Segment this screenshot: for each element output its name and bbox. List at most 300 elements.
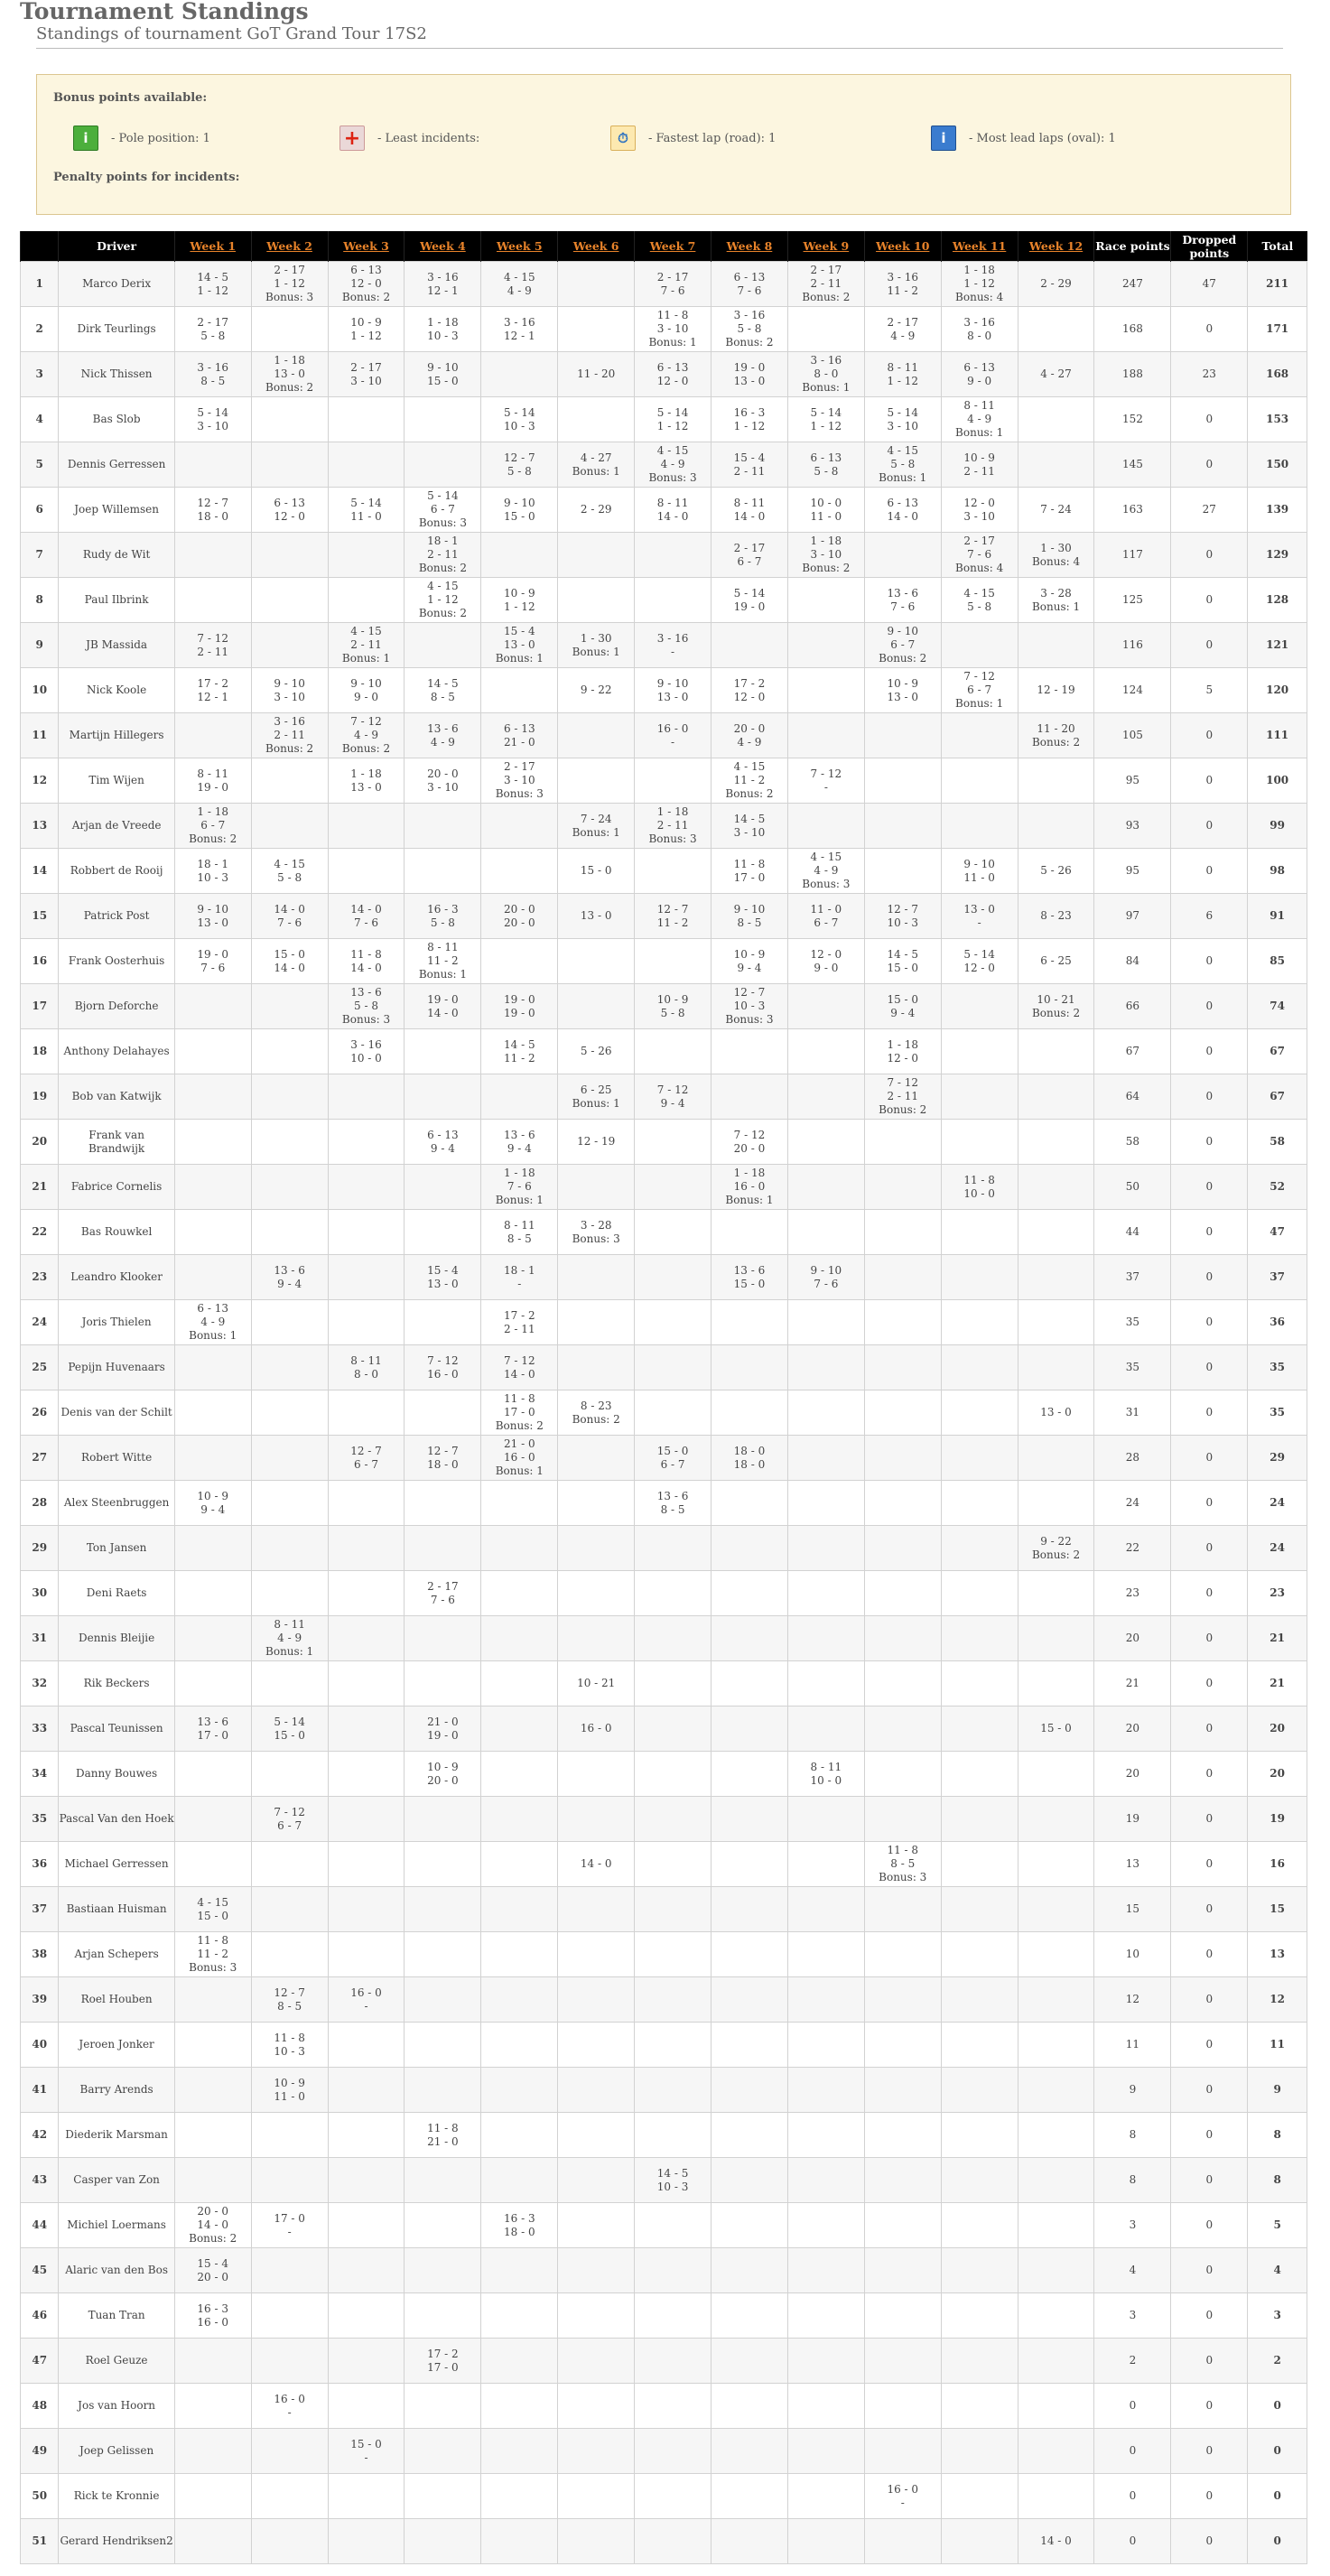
week-9-cell <box>787 2519 864 2564</box>
total-cell: 2 <box>1248 2339 1307 2384</box>
race-points-cell: 95 <box>1094 758 1171 804</box>
week-7-cell <box>635 1526 712 1571</box>
week-11-cell <box>941 2384 1018 2429</box>
dropped-points-cell: 0 <box>1171 1797 1248 1842</box>
race-result-text: 13 - 0 <box>350 780 382 794</box>
race-result-text: 8 - 5 <box>737 916 762 929</box>
week-3-cell <box>328 1797 405 1842</box>
week-1-cell <box>174 1120 251 1165</box>
bonus-points-text: Bonus: 2 <box>879 652 927 665</box>
race-result-text: 4 - 15 <box>733 760 766 773</box>
week-9-cell <box>787 307 864 352</box>
table-row <box>21 1932 1307 1977</box>
race-result-text: 2 - 17 <box>887 315 919 329</box>
race-result-text: 5 - 8 <box>967 600 992 613</box>
race-result-text: 17 - 2 <box>733 676 766 690</box>
week-7-cell <box>635 307 712 352</box>
week-5-cell <box>481 578 558 623</box>
race-result-text: 3 - 16 <box>810 354 842 367</box>
race-result-text: 2 - 17 <box>350 360 382 374</box>
race-result-text: 8 - 11 <box>887 360 919 374</box>
race-result-text: 5 - 8 <box>354 1000 378 1012</box>
dropped-points-cell: 0 <box>1171 2203 1248 2248</box>
position-cell: 23 <box>21 1255 59 1300</box>
race-result-text: 10 - 3 <box>887 916 919 929</box>
bonus-label-pole: - Pole position: 1 <box>111 131 210 145</box>
week-12-cell <box>1018 442 1094 488</box>
dropped-points-cell: 0 <box>1171 1300 1248 1345</box>
race-result-text: 16 - 0 <box>274 2392 305 2405</box>
race-result-text: 12 - 19 <box>577 1135 616 1148</box>
race-result-text: 5 - 26 <box>580 1045 612 1057</box>
race-result-text: 12 - 1 <box>427 284 459 297</box>
week-2-cell <box>251 1345 328 1390</box>
week-5-cell <box>481 1255 558 1300</box>
table-row <box>21 1571 1307 1616</box>
week-4-cell <box>405 1887 481 1932</box>
week-2-cell <box>251 533 328 578</box>
race-result-text: 10 - 0 <box>810 1773 842 1787</box>
standings-body <box>21 262 1307 2564</box>
race-result-text: 4 - 9 <box>967 413 992 425</box>
race-result-text: 21 - 0 <box>427 2134 459 2148</box>
week-9-cell <box>787 984 864 1029</box>
week-2-cell <box>251 488 328 533</box>
driver-cell: Dirk Teurlings <box>59 307 174 352</box>
total-cell: 12 <box>1248 1977 1307 2023</box>
dropped-points-cell: 0 <box>1171 2293 1248 2339</box>
week-9-cell <box>787 2248 864 2293</box>
week-12-cell <box>1018 1797 1094 1842</box>
week-9-cell <box>787 623 864 668</box>
race-result-text: 21 - 0 <box>503 735 535 749</box>
header-position <box>21 231 59 262</box>
week-7-cell <box>635 2519 712 2564</box>
week-5-cell <box>481 262 558 307</box>
race-result-text: 3 - 16 <box>197 360 229 374</box>
week-5-cell <box>481 939 558 984</box>
week-1-cell <box>174 2339 251 2384</box>
week-6-cell <box>558 1390 635 1436</box>
week-3-cell <box>328 442 405 488</box>
race-result-text: 7 - 12 <box>503 1353 535 1367</box>
week-8-cell <box>712 2023 788 2068</box>
week-1-cell <box>174 2113 251 2158</box>
week-6-cell <box>558 623 635 668</box>
week-3-cell <box>328 1526 405 1571</box>
position-cell: 46 <box>21 2293 59 2339</box>
week-7-cell <box>635 2339 712 2384</box>
dropped-points-cell: 0 <box>1171 939 1248 984</box>
position-cell: 30 <box>21 1571 59 1616</box>
dropped-points-cell: 0 <box>1171 984 1248 1029</box>
week-3-cell <box>328 1616 405 1661</box>
week-9-cell <box>787 2113 864 2158</box>
race-result-text: 13 - 0 <box>197 916 229 929</box>
week-9-cell <box>787 1436 864 1481</box>
week-2-cell <box>251 2248 328 2293</box>
driver-cell: Robbert de Rooij <box>59 849 174 894</box>
week-1-cell <box>174 1074 251 1120</box>
week-8-cell <box>712 1526 788 1571</box>
race-result-text: 1 - 12 <box>503 600 535 613</box>
race-result-text: 20 - 0 <box>197 2270 229 2283</box>
race-result-text: 1 - 18 <box>274 354 305 367</box>
bonus-points-text: Bonus: 3 <box>418 516 467 529</box>
position-cell: 8 <box>21 578 59 623</box>
dropped-points-cell: 0 <box>1171 1029 1248 1074</box>
header-week-1[interactable]: Week 1 <box>174 231 251 262</box>
week-12-cell <box>1018 1887 1094 1932</box>
week-5-cell <box>481 1210 558 1255</box>
week-5-cell <box>481 2023 558 2068</box>
race-result-text: 5 - 8 <box>660 1006 685 1019</box>
race-result-text: 1 - 12 <box>197 284 229 297</box>
race-result-text: 14 - 0 <box>350 961 382 974</box>
week-5-cell <box>481 623 558 668</box>
dropped-points-cell: 0 <box>1171 397 1248 442</box>
week-10-cell <box>864 1706 941 1752</box>
table-row <box>21 1481 1307 1526</box>
week-6-cell <box>558 1706 635 1752</box>
race-result-text: 4 - 15 <box>963 586 995 600</box>
dropped-points-cell: 0 <box>1171 758 1248 804</box>
week-6-cell <box>558 1300 635 1345</box>
week-8-cell <box>712 1932 788 1977</box>
race-result-text: 6 - 13 <box>274 496 305 509</box>
week-2-cell <box>251 1390 328 1436</box>
table-row <box>21 2384 1307 2429</box>
driver-cell: Barry Arends <box>59 2068 174 2113</box>
week-1-cell <box>174 578 251 623</box>
total-cell: 19 <box>1248 1797 1307 1842</box>
race-result-text: 1 - 18 <box>350 767 382 780</box>
header-week-9[interactable]: Week 9 <box>787 231 864 262</box>
week-3-cell <box>328 2474 405 2519</box>
week-6-cell <box>558 894 635 939</box>
week-11-cell <box>941 668 1018 713</box>
race-result-text: 14 - 5 <box>656 2166 689 2180</box>
race-points-cell: 37 <box>1094 1255 1171 1300</box>
week-10-cell <box>864 623 941 668</box>
week-9-cell <box>787 1390 864 1436</box>
race-result-text: 15 - 0 <box>656 1444 689 1457</box>
race-result-text: - <box>671 735 675 749</box>
race-result-text: 20 - 0 <box>733 1141 766 1155</box>
week-8-cell <box>712 1345 788 1390</box>
table-row <box>21 262 1307 307</box>
week-12-cell <box>1018 2203 1094 2248</box>
table-row <box>21 713 1307 758</box>
header-week-10[interactable]: Week 10 <box>864 231 941 262</box>
total-cell: 5 <box>1248 2203 1307 2248</box>
race-points-cell: 21 <box>1094 1661 1171 1706</box>
week-4-cell <box>405 1977 481 2023</box>
race-points-cell: 117 <box>1094 533 1171 578</box>
week-6-cell <box>558 1887 635 1932</box>
race-result-text: 5 - 8 <box>737 322 762 335</box>
bonus-points-text: Bonus: 2 <box>341 291 391 303</box>
race-result-text: 3 - 16 <box>733 309 766 321</box>
header-week-2[interactable]: Week 2 <box>251 231 328 262</box>
race-result-text: 4 - 9 <box>277 1632 302 1644</box>
race-result-text: 8 - 11 <box>350 1353 382 1367</box>
header-week-11[interactable]: Week 11 <box>941 231 1018 262</box>
total-cell: 13 <box>1248 1932 1307 1977</box>
race-result-text: 2 - 29 <box>1040 277 1072 290</box>
total-cell: 47 <box>1248 1210 1307 1255</box>
driver-cell: Paul Ilbrink <box>59 578 174 623</box>
week-4-cell <box>405 2068 481 2113</box>
week-11-cell <box>941 442 1018 488</box>
week-12-cell <box>1018 2339 1094 2384</box>
position-cell: 3 <box>21 352 59 397</box>
race-result-text: 7 - 6 <box>660 284 685 297</box>
week-12-cell <box>1018 2068 1094 2113</box>
table-row <box>21 1390 1307 1436</box>
table-row <box>21 578 1307 623</box>
dropped-points-cell: 5 <box>1171 668 1248 713</box>
race-result-text: 20 - 0 <box>427 1773 459 1787</box>
bonus-points-text: Bonus: 2 <box>572 1412 620 1426</box>
race-result-text: 4 - 15 <box>656 444 689 457</box>
race-result-text: 5 - 14 <box>733 586 766 600</box>
week-5-cell <box>481 1165 558 1210</box>
week-11-cell <box>941 1526 1018 1571</box>
week-11-cell <box>941 2519 1018 2564</box>
week-1-cell <box>174 758 251 804</box>
week-2-cell <box>251 397 328 442</box>
race-result-text: 12 - 0 <box>350 277 382 290</box>
race-result-text: 11 - 8 <box>503 1392 535 1405</box>
race-result-text: 10 - 3 <box>656 2180 689 2193</box>
week-2-cell <box>251 849 328 894</box>
week-3-cell <box>328 2429 405 2474</box>
bonus-points-text: Bonus: 1 <box>572 645 620 658</box>
race-result-text: 12 - 0 <box>733 690 766 703</box>
position-cell: 48 <box>21 2384 59 2429</box>
race-result-text: 16 - 3 <box>503 2211 535 2225</box>
week-8-cell <box>712 1255 788 1300</box>
race-result-text: 3 - 10 <box>656 322 689 335</box>
week-6-cell <box>558 1752 635 1797</box>
total-cell: 0 <box>1248 2384 1307 2429</box>
week-2-cell <box>251 1977 328 2023</box>
week-9-cell <box>787 758 864 804</box>
table-row <box>21 2474 1307 2519</box>
driver-cell: Dennis Bleijie <box>59 1616 174 1661</box>
dropped-points-cell: 0 <box>1171 1706 1248 1752</box>
race-result-text: 3 - 10 <box>274 690 305 703</box>
week-9-cell <box>787 2068 864 2113</box>
week-5-cell <box>481 1661 558 1706</box>
header-week-7[interactable]: Week 7 <box>635 231 712 262</box>
week-5-cell <box>481 713 558 758</box>
race-result-text: 8 - 5 <box>430 690 455 703</box>
week-8-cell <box>712 262 788 307</box>
week-12-cell <box>1018 1661 1094 1706</box>
week-2-cell <box>251 758 328 804</box>
week-6-cell <box>558 1120 635 1165</box>
week-6-cell <box>558 1345 635 1390</box>
week-11-cell <box>941 1842 1018 1887</box>
race-result-text: 7 - 6 <box>890 600 916 613</box>
week-7-cell <box>635 2158 712 2203</box>
position-cell: 39 <box>21 1977 59 2023</box>
week-1-cell <box>174 1571 251 1616</box>
bonus-points-text: Bonus: 1 <box>802 381 851 394</box>
total-cell: 120 <box>1248 668 1307 713</box>
table-row <box>21 1526 1307 1571</box>
race-result-text: 1 - 30 <box>580 631 612 645</box>
header-week-4[interactable]: Week 4 <box>405 231 481 262</box>
week-6-cell <box>558 1616 635 1661</box>
week-5-cell <box>481 442 558 488</box>
race-result-text: 13 - 6 <box>427 721 459 735</box>
driver-cell: Rik Beckers <box>59 1661 174 1706</box>
week-6-cell <box>558 488 635 533</box>
total-cell: 67 <box>1248 1029 1307 1074</box>
week-8-cell <box>712 1616 788 1661</box>
week-8-cell <box>712 1390 788 1436</box>
week-10-cell <box>864 1165 941 1210</box>
bonus-points-text: Bonus: 3 <box>725 1013 774 1026</box>
week-3-cell <box>328 1390 405 1436</box>
week-6-cell <box>558 849 635 894</box>
week-5-cell <box>481 1887 558 1932</box>
header-week-5[interactable]: Week 5 <box>481 231 558 262</box>
week-3-cell <box>328 758 405 804</box>
week-4-cell <box>405 1752 481 1797</box>
race-result-text: 6 - 7 <box>277 1818 302 1832</box>
week-3-cell <box>328 1436 405 1481</box>
bonus-points-text: Bonus: 3 <box>648 832 697 845</box>
race-points-cell: 163 <box>1094 488 1171 533</box>
race-result-text: 14 - 0 <box>350 902 382 916</box>
race-result-text: 5 - 8 <box>430 916 455 929</box>
race-result-text: 1 - 12 <box>810 419 842 432</box>
week-8-cell <box>712 1436 788 1481</box>
week-7-cell <box>635 1481 712 1526</box>
race-points-cell: 67 <box>1094 1029 1171 1074</box>
bonus-points-text: Bonus: 2 <box>1031 735 1081 749</box>
header-week-12[interactable]: Week 12 <box>1018 231 1094 262</box>
week-3-cell <box>328 488 405 533</box>
header-week-6[interactable]: Week 6 <box>558 231 635 262</box>
race-result-text: 3 - 28 <box>580 1218 612 1232</box>
week-9-cell <box>787 1029 864 1074</box>
week-3-cell <box>328 397 405 442</box>
total-cell: 11 <box>1248 2023 1307 2068</box>
week-1-cell <box>174 1210 251 1255</box>
week-6-cell <box>558 2158 635 2203</box>
bonus-heading: Bonus points available: <box>53 91 208 105</box>
week-3-cell <box>328 1255 405 1300</box>
dropped-points-cell: 0 <box>1171 2158 1248 2203</box>
week-8-cell <box>712 1797 788 1842</box>
driver-cell: Frank Oosterhuis <box>59 939 174 984</box>
week-5-cell <box>481 1074 558 1120</box>
week-9-cell <box>787 1752 864 1797</box>
header-week-3[interactable]: Week 3 <box>328 231 405 262</box>
race-result-text: 19 - 0 <box>427 1728 459 1742</box>
race-result-text: 9 - 4 <box>507 1141 532 1155</box>
race-result-text: 14 - 0 <box>887 509 919 523</box>
week-4-cell <box>405 2339 481 2384</box>
race-result-text: 14 - 5 <box>733 812 766 825</box>
total-cell: 98 <box>1248 849 1307 894</box>
week-2-cell <box>251 939 328 984</box>
total-cell: 36 <box>1248 1300 1307 1345</box>
race-result-text: 4 - 9 <box>737 735 762 749</box>
header-week-8[interactable]: Week 8 <box>712 231 788 262</box>
driver-cell: Jeroen Jonker <box>59 2023 174 2068</box>
driver-cell: Pepijn Huvenaars <box>59 1345 174 1390</box>
week-1-cell <box>174 2158 251 2203</box>
week-2-cell <box>251 307 328 352</box>
race-result-text: 3 - 10 <box>503 774 535 786</box>
race-result-text: 3 - 28 <box>1040 586 1072 600</box>
week-10-cell <box>864 397 941 442</box>
week-1-cell <box>174 2248 251 2293</box>
week-3-cell <box>328 2339 405 2384</box>
bonus-points-text: Bonus: 1 <box>648 336 697 349</box>
race-result-text: 6 - 13 <box>656 360 689 374</box>
race-result-text: 6 - 7 <box>814 916 839 929</box>
week-7-cell <box>635 1029 712 1074</box>
week-11-cell <box>941 1616 1018 1661</box>
week-9-cell <box>787 1932 864 1977</box>
total-cell: 20 <box>1248 1706 1307 1752</box>
race-result-text: 5 - 14 <box>656 405 689 419</box>
race-result-text: 5 - 8 <box>890 458 916 470</box>
race-result-text: 12 - 7 <box>887 902 919 916</box>
week-1-cell <box>174 488 251 533</box>
race-result-text: 13 - 6 <box>656 1489 689 1502</box>
week-6-cell <box>558 1932 635 1977</box>
week-4-cell <box>405 1029 481 1074</box>
bonus-points-text: Bonus: 2 <box>265 742 314 755</box>
week-10-cell <box>864 2339 941 2384</box>
table-row <box>21 2429 1307 2474</box>
week-8-cell <box>712 397 788 442</box>
week-11-cell <box>941 1797 1018 1842</box>
race-result-text: 19 - 0 <box>503 992 535 1006</box>
race-result-text: 3 - 10 <box>810 548 842 561</box>
week-7-cell <box>635 2113 712 2158</box>
race-result-text: 4 - 15 <box>810 851 842 863</box>
week-11-cell <box>941 1300 1018 1345</box>
table-row <box>21 849 1307 894</box>
week-4-cell <box>405 2429 481 2474</box>
week-6-cell <box>558 1029 635 1074</box>
position-cell: 33 <box>21 1706 59 1752</box>
week-10-cell <box>864 2429 941 2474</box>
table-row <box>21 397 1307 442</box>
week-8-cell <box>712 533 788 578</box>
position-cell: 17 <box>21 984 59 1029</box>
week-9-cell <box>787 1887 864 1932</box>
week-6-cell <box>558 1481 635 1526</box>
driver-cell: Bas Rouwkel <box>59 1210 174 1255</box>
race-result-text: 13 - 6 <box>503 1128 535 1141</box>
week-9-cell <box>787 1842 864 1887</box>
week-3-cell <box>328 1977 405 2023</box>
week-7-cell <box>635 533 712 578</box>
week-2-cell <box>251 1120 328 1165</box>
week-3-cell <box>328 1842 405 1887</box>
race-result-text: 8 - 5 <box>890 1857 916 1870</box>
